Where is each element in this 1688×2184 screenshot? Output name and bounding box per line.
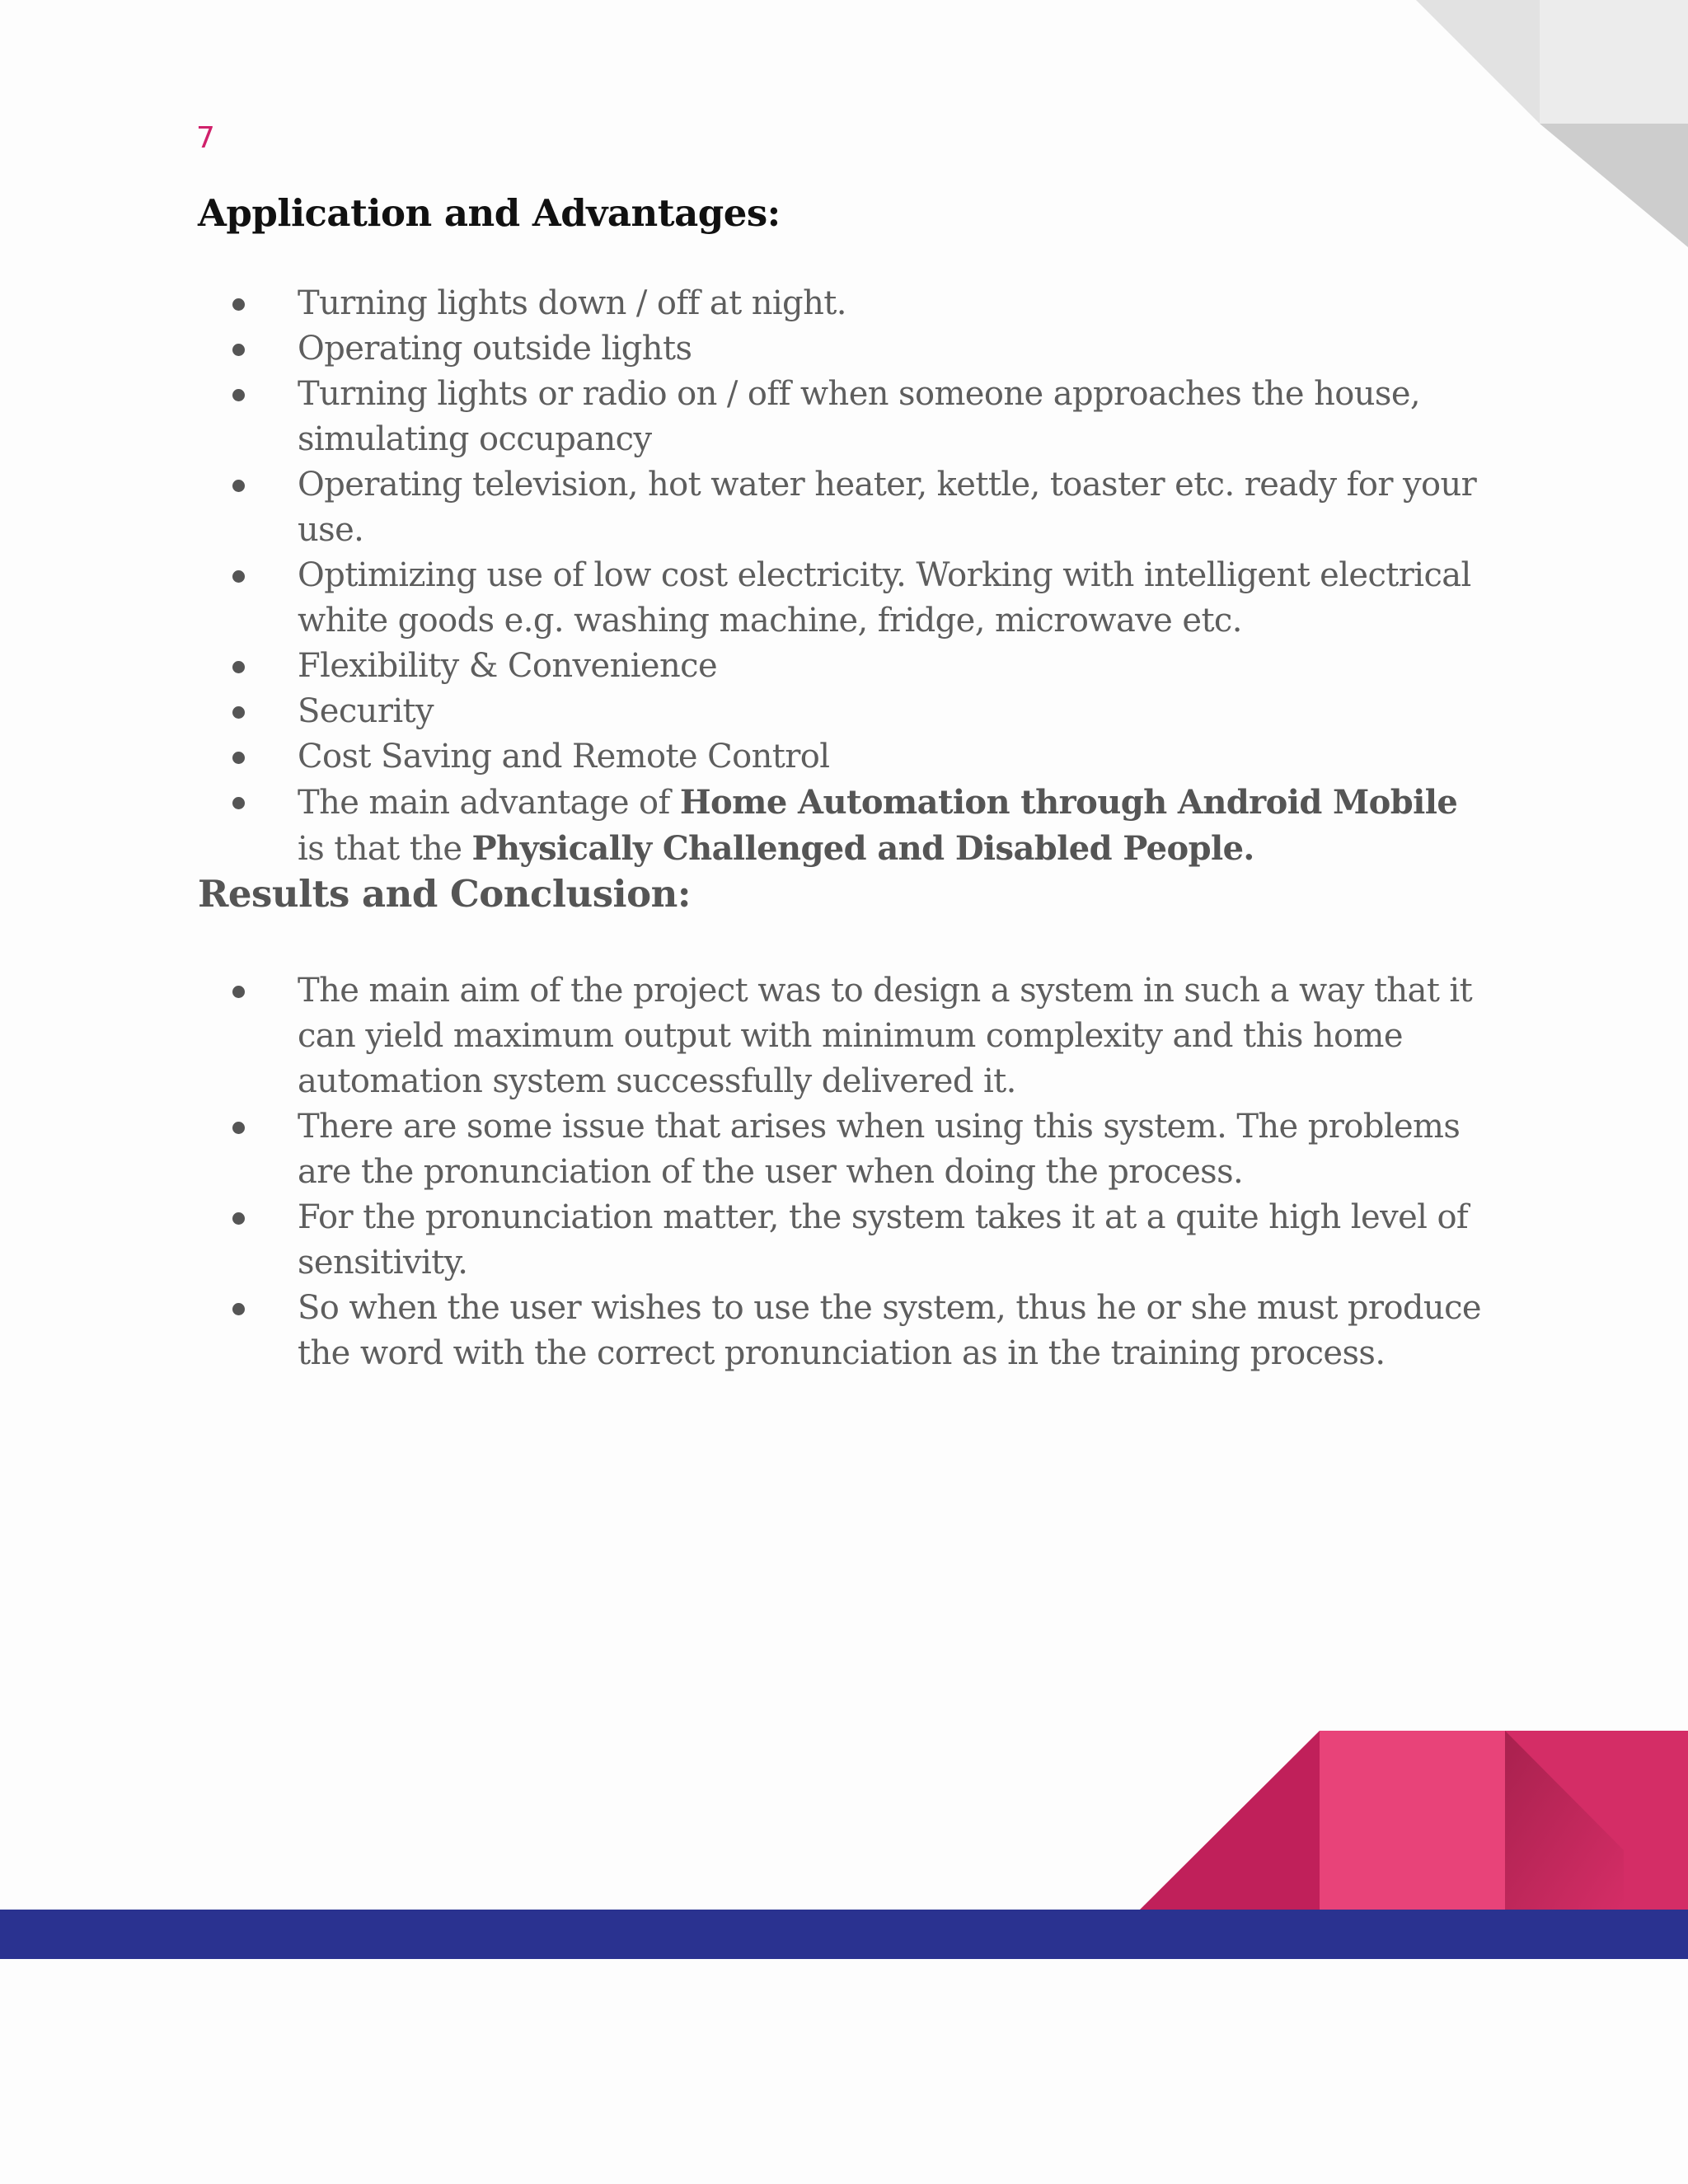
top-corner-decoration <box>1416 0 1688 247</box>
list-item <box>198 1104 1484 1195</box>
corner-triangle-dark <box>1540 124 1688 247</box>
section-heading-results: Results and Conclusion: <box>198 872 691 916</box>
bullet-icon <box>232 480 245 492</box>
list-item-text: Operating television, hot water heater, kettle, toaster etc. ready for your use. <box>298 466 1477 549</box>
results-list <box>198 968 1484 1376</box>
corner-triangle-light <box>1416 0 1540 124</box>
list-item-text: The main aim of the project was to design a system in such a way that it can yield maximum output with minimum complexity and this home automation system successfully delivered it. <box>298 972 1473 1100</box>
list-item-text: Cost Saving and Remote Control <box>298 738 830 776</box>
list-item <box>198 462 1484 553</box>
bullet-icon <box>232 389 245 401</box>
advantage-middle: is that the <box>298 830 472 868</box>
footer-decoration <box>0 1727 1688 1961</box>
list-item <box>198 1286 1484 1376</box>
bullet-icon <box>232 1122 245 1134</box>
bullet-icon <box>232 570 245 583</box>
list-item-text: So when the user wishes to use the system, thus he or she must produce the word with the correct pronunciation as in the training process. <box>298 1289 1481 1372</box>
list-item <box>198 372 1484 462</box>
bullet-icon <box>232 1303 245 1315</box>
bullet-icon <box>232 706 245 719</box>
bullet-icon <box>232 661 245 673</box>
advantage-bold-topic: Home Automation through Android Mobile <box>679 783 1458 822</box>
list-item-text: Turning lights down / off at night. <box>298 284 846 322</box>
section-heading-applications: Application and Advantages: <box>198 191 781 235</box>
list-item-text: Turning lights or radio on / off when someone approaches the house, simulating occupancy <box>298 375 1421 458</box>
advantage-bold-beneficiaries: Physically Challenged and Disabled People. <box>471 829 1254 868</box>
pink-triangle-dark <box>1140 1731 1320 1910</box>
list-item <box>198 281 1484 326</box>
list-item <box>198 734 1484 780</box>
list-item <box>198 553 1484 644</box>
bullet-icon <box>232 797 245 809</box>
list-item <box>198 644 1484 689</box>
list-item-text: For the pronunciation matter, the system takes it at a quite high level of sensitivity. <box>298 1198 1469 1282</box>
list-item-text: Flexibility & Convenience <box>298 647 718 685</box>
list-item <box>198 689 1484 734</box>
list-item-text: Security <box>298 692 434 730</box>
bullet-icon <box>232 752 245 764</box>
applications-list <box>198 281 1484 872</box>
list-item <box>198 326 1484 372</box>
list-item-text: Optimizing use of low cost electricity. Working with intelligent electrical white goods e.g. washing machine, fridge, microwave etc. <box>298 556 1471 640</box>
list-item-text: Operating outside lights <box>298 330 692 368</box>
list-item <box>198 968 1484 1104</box>
bullet-icon <box>232 298 245 311</box>
bullet-icon <box>232 986 245 998</box>
corner-square <box>1540 0 1688 124</box>
page-number: 7 <box>196 121 215 155</box>
pink-square-light <box>1320 1731 1505 1910</box>
list-item-main-advantage <box>198 780 1484 872</box>
footer-band <box>0 1910 1688 1959</box>
bullet-icon <box>232 344 245 356</box>
advantage-prefix: The main advantage of <box>298 784 680 822</box>
list-item-text: There are some issue that arises when using this system. The problems are the pronunciation of the user when doing the process. <box>298 1108 1461 1191</box>
bullet-icon <box>232 1212 245 1225</box>
list-item <box>198 1195 1484 1286</box>
